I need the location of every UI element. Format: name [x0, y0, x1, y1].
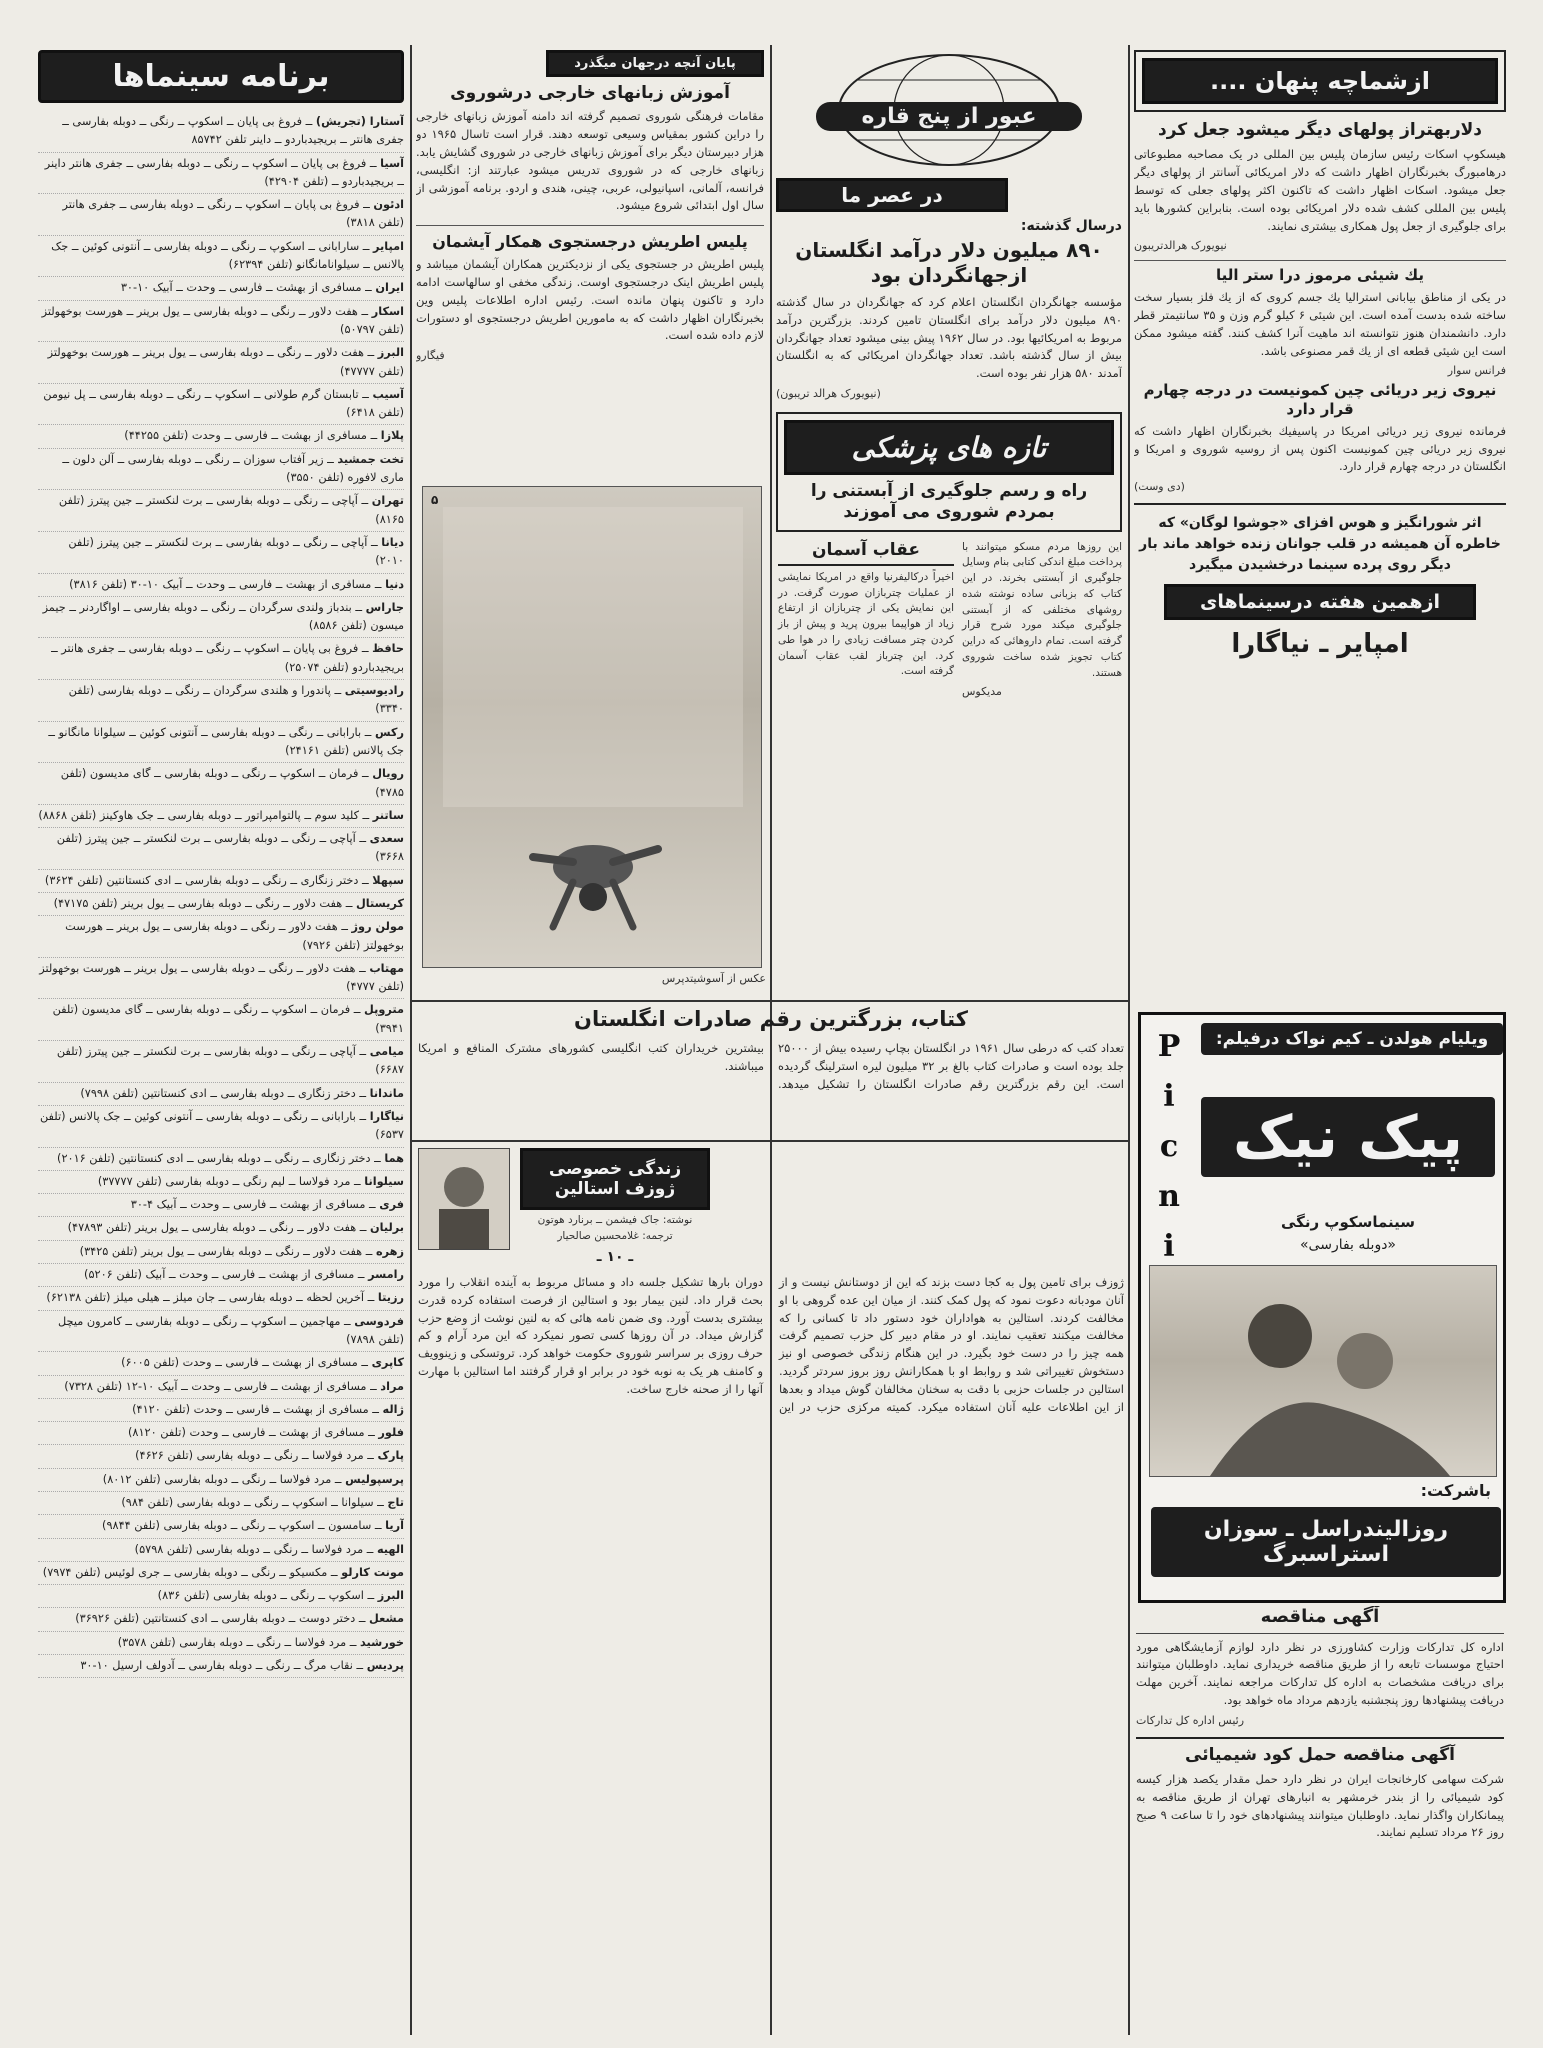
separator: ــ — [358, 808, 373, 822]
separator: ــ — [373, 1496, 388, 1509]
ad-dubbed: «دوبله بفارسی» — [1299, 1237, 1397, 1253]
article-headline: پلیس اطریش درجستجوی همکار آیشمان — [416, 225, 764, 252]
cinema-name: نیاگارا — [369, 1109, 404, 1123]
cinema-program: فروغ بی پایان ــ اسکوپ ــ رنگی ــ دوبله بفارسی ــ جفری هانتر ــ بریجیدباردو ــ داینر تلفن ۸۵۷۴۲ — [62, 115, 404, 147]
article-credit: (نیویورک هرالد تریبون) — [776, 387, 881, 401]
separator: ــ — [361, 281, 376, 295]
cinema-name: برلیان — [369, 1221, 404, 1235]
cinema-program: کلید سوم ــ پالتوامپراتور ــ دوبله بفارسی ــ جک هاوکینز (تلفن ۸۸۶۸) — [38, 808, 359, 822]
cinema-name: متروپل — [364, 1003, 404, 1017]
cinema-program: بارابانی ــ رنگی ــ دوبله بفارسی ــ آنتونی کوئین ــ سیلوانا مانگانو ــ جک پالانس (تلفن ۲۴۱۶۱) — [48, 725, 404, 757]
separator: ــ — [368, 1402, 383, 1416]
cinema-program: هفت دلاور ــ رنگی ــ دوبله بفارسی ــ یول برینر (تلفن ۴۷۱۷۵) — [53, 896, 343, 910]
separator: ــ — [371, 1519, 386, 1533]
article-kicker: درسال گذشته: — [1020, 218, 1122, 234]
cinema-program: دختر زنگاری ــ رنگی ــ دوبله بفارسی ــ ادی کنستانتین (تلفن ۳۶۲۴) — [44, 873, 359, 887]
tenders-column — [1136, 1606, 1504, 2038]
cinema-program: فرمان ــ اسکوپ ــ رنگی ــ دوبله بفارسی ــ گای مدیسون (تلفن ۳۹۴۱) — [52, 1003, 404, 1035]
cinema-listing — [38, 1539, 404, 1562]
cinema-name: رادیوسیتی — [344, 684, 404, 698]
separator: ــ — [352, 1659, 367, 1673]
ad-format: سینماسکوپ رنگی — [1280, 1213, 1416, 1231]
cinema-name: پرسپولیس — [345, 1472, 404, 1486]
cinema-listing — [38, 1287, 404, 1310]
cinema-listing — [38, 194, 404, 236]
separator: ــ — [366, 1379, 381, 1393]
tender1-body: اداره کل تدارکات وزارت کشاورزی در نظر دارد لوازم آزمایشگاهی مورد احتیاج موسسات تابعه را از طریق مناقصه خریداری نماید. داوطلبان میتوانند برای دریافت مشخصات به اداره کل تدارکات مراجعه نمایند. آخرین مهلت دریافت پیشنهادها روز پنجشنبه یازدهم مرداد ماه خواهد بود. — [1136, 1639, 1504, 1707]
cinema-program: آپاچی ــ رنگی ــ دوبله بفارسی ــ برت لنکستر ــ جین پیترز (تلفن ۸۱۶۵) — [58, 494, 404, 526]
cinema-listing — [38, 1083, 404, 1106]
ad-letter: i — [1163, 1078, 1175, 1114]
cinema-listings-title: برنامه سینماها — [38, 50, 404, 103]
cinema-program: هفت دلاور ــ رنگی ــ دوبله بفارسی ــ یول برینر ــ هورست بوخهولتز (تلفن ۴۷۷۷۷) — [47, 346, 404, 378]
skydiver-illustration — [423, 487, 761, 967]
separator: ــ — [358, 767, 373, 781]
cinema-program: مکسیکو ــ رنگی ــ دوبله بفارسی ــ جری لوئیس (تلفن ۷۹۷۴) — [42, 1565, 328, 1579]
cinema-name: مونت کارلو — [341, 1565, 404, 1579]
article-headline: آموزش زبانهای خارجی درشوروی — [450, 83, 730, 103]
cinema-program: دختر زنگاری ــ رنگی ــ دوبله بفارسی ــ ادی کنستانتین (تلفن ۲۰۱۶) — [57, 1151, 371, 1165]
cinema-program: مرد فولاسا ــ رنگی ــ دوبله بفارسی (تلفن ۵۷۹۸) — [134, 1542, 364, 1556]
cinema-listing — [38, 828, 404, 870]
cinema-name: فردوسی — [354, 1314, 404, 1328]
separator: ــ — [365, 1198, 380, 1212]
cinema-name: رکس — [374, 725, 404, 739]
separator: ــ — [346, 1635, 361, 1649]
tender2-body: شرکت سهامی کارخانجات ایران در نظر دارد حمل مقدار یکصد هزار کیسه کود شیمیائی را از بندر خرمشهر به انبارهای تهران از طریق مناقصه به پیمانکاران واگذار نماید. داوطلبان میتوانند پیشنهادهای خود را تا ساعت ۹ صبح روز ۲۶ مرداد تسلیم نمایند. — [1136, 1772, 1504, 1840]
separator: ــ — [361, 725, 375, 739]
cinema-name: خورشید — [360, 1635, 404, 1649]
counterfeit-headline: دلاربهتراز پولهای دیگر میشود جعل کرد — [1157, 120, 1483, 140]
photo-number: ۵ — [431, 493, 439, 507]
cinema-name: پردیس — [366, 1659, 404, 1673]
separator: ــ — [364, 1291, 378, 1305]
stalin-portrait — [418, 1148, 510, 1250]
medical-body: این روزها مردم مسکو میتوانند با پرداخت مبلغ اندکی کتابی بنام وسایل جلوگیری از آبستنی بخرند. در این کتاب که بزبانی ساده نوشته شده روشهای مختلفی که از آبستنی جلوگیری میکند مورد شرح قرار گرفته است. تمام داروهائی که دراین کتاب تجویز شده ساخت شوروی هستند. — [962, 540, 1122, 679]
submarine-credit: (دی وست) — [1134, 480, 1185, 494]
cinema-listing — [38, 1632, 404, 1655]
cinema-program: سامسون ــ اسکوپ ــ رنگی ــ دوبله بفارسی (تلفن ۹۸۴۴) — [102, 1519, 372, 1533]
cinema-name: ساتنر — [372, 808, 404, 822]
cinema-name: تخت جمشید — [337, 452, 404, 466]
cinema-listing — [38, 1041, 404, 1083]
picnic-movie-ad — [1138, 1012, 1506, 1603]
cinema-listing — [38, 490, 404, 532]
cinema-program: آپاچی ــ رنگی ــ دوبله بفارسی ــ برت لنکستر ــ جین پیترز (تلفن ۳۶۶۸) — [56, 832, 404, 864]
object-credit: فرانس سوار — [1447, 364, 1506, 378]
cinema-program: مرد فولاسا ــ لیم رنگی ــ دوبله بفارسی (تلفن ۳۷۷۷۷) — [97, 1174, 351, 1188]
counterfeit-credit: نیویورک هرالدتریبون — [1134, 239, 1227, 253]
cinema-name: ایران — [375, 281, 404, 295]
cinema-listing — [38, 111, 404, 153]
cinema-listing — [38, 597, 404, 639]
cinema-program: آپاچی ــ رنگی ــ دوبله بفارسی ــ برت لنکستر ــ جین پیترز (تلفن ۲۰۱۰) — [68, 535, 404, 568]
separator: ــ — [355, 832, 370, 846]
stalin-byline: نوشته: جاک فیشمن ــ برنارد هوتون — [537, 1214, 693, 1226]
cinema-listing — [38, 1352, 404, 1375]
cinema-program: هفت دلاور ــ رنگی ــ دوبله بفارسی ــ یول برینر ــ هورست بوخهولتز (تلفن ۴۷۷۷) — [39, 961, 404, 994]
cinema-program: بارابانی ــ رنگی ــ دوبله بفارسی ــ آنتونی کوئین ــ جک پالانس (تلفن ۶۵۳۷) — [39, 1109, 404, 1142]
eagle-title: عقاب آسمان — [778, 540, 954, 566]
cinema-program: اسکوپ ــ رنگی ــ دوبله بفارسی (تلفن ۸۳۶) — [157, 1589, 364, 1603]
cinema-program: مهاجمین ــ اسکوپ ــ رنگی ــ دوبله بفارسی ــ کامرون میچل (تلفن ۷۸۹۸) — [57, 1314, 404, 1346]
stalin-title-block — [520, 1148, 710, 1266]
separator: ــ — [358, 873, 373, 887]
submarine-headline: نیروی زیر دریائی چین کمونیست در درجه چهارم قرار دارد — [1143, 381, 1497, 419]
cinema-name: مهتاب — [369, 961, 404, 975]
medical-credit: مدیکوس — [962, 685, 1002, 699]
separator: ــ — [363, 1449, 378, 1463]
cinema-listing — [38, 1311, 404, 1353]
cinema-name: البرز — [377, 1589, 404, 1603]
cinema-name: امپایر — [373, 239, 404, 253]
ad-letter: P — [1157, 1028, 1181, 1064]
cinema-listing — [38, 1171, 404, 1194]
five-continents-banner — [776, 50, 1122, 170]
separator: ــ — [363, 1542, 377, 1556]
cinema-program: مرد فولاسا ــ رنگی ــ دوبله بفارسی (تلفن ۸۰۱۲) — [102, 1472, 332, 1486]
tender2-title: آگهی مناقصه حمل کود شیمیائی — [1136, 1737, 1504, 1766]
cinema-program: فروغ بی پایان ــ اسکوپ ــ رنگی ــ دوبله بفارسی ــ جفری هانتر ــ بریجیدباردو (تلفن ۲۵۰۷۴) — [51, 642, 404, 674]
cinema-name: جاراس — [365, 600, 404, 614]
separator: ــ — [370, 1151, 385, 1165]
cinema-listing — [38, 1241, 404, 1264]
separator: ــ — [363, 1589, 378, 1603]
cinema-name: ادئون — [373, 198, 404, 212]
cinema-program: هفت دلاور ــ رنگی ــ دوبله بفارسی ــ یول برینر ــ هورست بوخهولتز (تلفن ۵۰۷۹۷) — [41, 304, 404, 336]
article-body: مؤسسه جهانگردان انگلستان اعلام کرد که جهانگردان در سال گذشته ۸۹۰ میلیون دلار درآمد برای انگلستان تامین کردند. بزرگترین درآمد مربوط به امریکائیها بود. در سال ۱۹۶۲ پیش بینی میشود تعداد جهانگردان بیش از سال گذشته باشد. تعداد جهانگردان امریکائی که به انگلستان آمدند ۵۸۰ هزار نفر بوده است. — [776, 295, 1122, 381]
cinema-name: فری — [379, 1198, 404, 1212]
cinema-name: آستارا (تجریش) — [315, 115, 404, 128]
cinema-name: تهران — [371, 494, 404, 508]
separator: ــ — [355, 961, 370, 975]
cinema-name: پارک — [377, 1449, 404, 1463]
separator: ــ — [366, 156, 381, 170]
separator: ــ — [323, 452, 338, 466]
separator: ــ — [350, 1003, 365, 1017]
ad-with: باشرکت: — [1420, 1481, 1491, 1500]
cinema-listing — [38, 1194, 404, 1217]
cinema-program: فرمان ــ اسکوپ ــ رنگی ــ دوبله بفارسی ــ گای مدیسون (تلفن ۴۷۸۵) — [60, 767, 404, 799]
cinema-name: ژاله — [382, 1402, 404, 1416]
separator: ــ — [354, 1268, 369, 1282]
separator: ــ — [363, 346, 378, 360]
cinema-listings-column — [38, 50, 404, 2040]
cinema-name: پلازا — [380, 429, 404, 443]
cinema-name: رامسر — [368, 1268, 404, 1282]
medical-headline: راه و رسم جلوگیری از آبستنی را بمردم شوروی می آموزند — [810, 481, 1088, 523]
separator: ــ — [359, 198, 374, 212]
cinema-listing — [38, 763, 404, 805]
separator: ــ — [337, 920, 352, 934]
cinema-program: مسافری از بهشت ــ فارسی ــ وحدت ــ آبیک ۱۰-۱۲ (تلفن ۷۳۲۸) — [64, 1379, 367, 1393]
book-body: تعداد کتب که درطی سال ۱۹۶۱ در انگلستان بچاپ رسیده بیش از ۲۵۰۰۰ جلد بوده است و صادرات کتاب بالغ بر ۳۲ میلیون لیره استرلینگ گردیده است. این رقم بزرگترین رقم صادرات انگلستان را تشکیل میدهد. بیشترین خریداران کتب انگلیسی کشورهای مشترک المنافع و امریکا میباشند. — [418, 1041, 1124, 1091]
separator: ــ — [357, 494, 372, 508]
cinema-listing — [38, 999, 404, 1041]
ad-photo — [1149, 1265, 1497, 1477]
article-body: پلیس اطریش در جستجوی یکی از نزدیکترین همکاران آیشمان میباشد و پلیس اطریش اینک درجستجوی اوست. زندگی مخفی او سالهاست ادامه دارد و تاکنون پنهان مانده است. رئیس اداره اطلاعات پلیس وین بخبرنگاران اظهار داشت که به مامورین اطریش درجستجوی او دستورات لازم داده شده است. — [416, 257, 764, 343]
cinema-name: کاپری — [371, 1356, 404, 1370]
book-article — [418, 1006, 1124, 1136]
cinema-program: هفت دلاور ــ رنگی ــ دوبله بفارسی ــ یول برینر (تلفن ۴۷۸۹۳) — [67, 1221, 357, 1235]
cinema-name: رزیتا — [377, 1291, 404, 1305]
cinema-listing — [38, 532, 404, 574]
cinema-name: فلور — [378, 1426, 404, 1440]
cinema-name: البرز — [377, 346, 404, 360]
cinema-program: هفت دلاور ــ رنگی ــ دوبله بفارسی ــ یول برینر (تلفن ۳۴۲۵) — [79, 1244, 363, 1258]
article-headline: ۸۹۰ میلیون دلار درآمد انگلستان ازجهانگردان بود — [795, 238, 1103, 287]
section-rule — [412, 1000, 1128, 1002]
cinema-program: مسافری از بهشت ــ فارسی ــ وحدت (تلفن ۶۰۰۵) — [121, 1356, 358, 1370]
couple-illustration — [1150, 1266, 1496, 1476]
cinema-listing — [38, 1217, 404, 1240]
column-rule — [410, 45, 412, 2035]
eagle-article — [778, 540, 954, 699]
cinema-listing — [38, 301, 404, 343]
separator: ــ — [331, 1472, 346, 1486]
cinema-listing — [38, 916, 404, 958]
stalin-title: زندگی خصوصی ژوزف استالین — [520, 1148, 710, 1210]
cinema-listing — [38, 805, 404, 828]
section-rule — [412, 1140, 1128, 1142]
secrets-box — [1134, 50, 1506, 112]
ad-letter: i — [1163, 1228, 1175, 1264]
separator: ــ — [367, 535, 382, 549]
separator: ــ — [350, 1174, 365, 1188]
separator: ــ — [351, 600, 366, 614]
cinema-listing — [38, 1608, 404, 1631]
cinema-listing — [38, 153, 404, 195]
separator: ــ — [342, 896, 356, 910]
eagle-body: اخیراً درکالیفرنیا واقع در امریکا نمایشی از عملیات چتربازان صورت گرفت. در این نمایش یکی از چتربازان از ارتفاع زیاد از هواپیما بیرون پرید و پیش از باز کردن چتر مسافت زیادی را در هوا طی کرد. این چترباز لقب عقاب آسمان گرفته است. — [778, 570, 954, 678]
cinema-program: پاندورا و هلندی سرگردان ــ رنگی ــ دوبله بفارسی (تلفن ۳۳۴۰) — [68, 684, 404, 716]
section-kicker: پایان آنچه درجهان میگذرد — [546, 50, 764, 77]
cinema-name: زهره — [375, 1244, 404, 1258]
cinema-list — [38, 111, 404, 1678]
cinema-name: آسیب — [372, 387, 404, 401]
stalin-chapter: ـ ۱۰ ـ — [596, 1248, 634, 1265]
cinema-listing — [38, 722, 404, 764]
cinema-name: حافظ — [372, 642, 404, 656]
cinema-listing — [38, 680, 404, 722]
column-rule — [1128, 45, 1130, 2035]
stalin-translator: ترجمه: غلامحسین صالحیار — [557, 1229, 673, 1242]
separator: ــ — [371, 577, 386, 591]
cinema-listing — [38, 342, 404, 384]
separator: ــ — [359, 239, 373, 253]
cinema-listing — [38, 1515, 404, 1538]
separator: ــ — [362, 1244, 376, 1258]
cinema-program: زیر آفتاب سوزان ــ رنگی ــ دوبله بفارسی ــ آلن دلون ــ ماری لافوره (تلفن ۳۵۵۰) — [62, 452, 404, 485]
separator: ــ — [355, 1109, 370, 1123]
cinema-name: آریا — [385, 1519, 404, 1533]
cinema-name: ماندانا — [369, 1086, 404, 1100]
article-credit: فیگارو — [416, 349, 445, 363]
cinema-listing — [38, 449, 404, 491]
ad-letter: n — [1158, 1178, 1180, 1214]
cinema-program: تابستان گرم طولانی ــ اسکوپ ــ رنگی ــ دوبله بفارسی ــ پل نیومن (تلفن ۶۴۱۸) — [43, 387, 404, 420]
medical-article — [962, 540, 1122, 699]
cinema-listing — [38, 1399, 404, 1422]
cinema-program: فروغ بی پایان ــ اسکوپ ــ رنگی ــ دوبله بفارسی ــ جفری هانتر داینر ــ بریجیدباردو ــ (تلفن ۴۲۹۰۴) — [44, 156, 404, 188]
medical-box — [776, 412, 1122, 532]
secrets-title: ازشماچه پنهان .... — [1142, 58, 1498, 104]
cinema-program: مسافری از بهشت ــ فارسی ــ وحدت ــ آبیک ۴-۳۰ — [130, 1198, 366, 1212]
cinema-name: تاج — [387, 1496, 404, 1509]
cinema-listing — [38, 425, 404, 448]
separator: ــ — [355, 1612, 370, 1626]
medical-split — [776, 540, 1122, 699]
cinema-program: مسافری از بهشت ــ فارسی ــ وحدت ــ آبیک (تلفن ۵۲۰۶) — [84, 1268, 355, 1282]
cinema-program: سیلوانا ــ اسکوپ ــ رنگی ــ دوبله بفارسی (تلفن ۹۸۴) — [121, 1496, 374, 1509]
tender1-title: آگهی مناقصه — [1136, 1606, 1504, 1634]
skydiver-photo — [422, 486, 762, 968]
cinema-name: اسکار — [371, 304, 404, 318]
article-body: مقامات فرهنگی شوروی تصمیم گرفته اند دامنه آموزش زبانهای خارجی را دراین کشور بمقیاس وسیعی توسعه دهند. قرار است تاسال ۱۹۶۵ دو هزار دبیرستان دیگر برای آموزش زبانهای خارجی در شوروی گشایش یابد. زبانهای خارجی که در شوروی تدریس میشود عبارتند از: انگلیسی، فرانسه، آلمانی، اسپانیولی، عربی، چینی، هندی و اردو. برنامه آموزشی از سال اول ابتدائی شروع میشود. — [416, 109, 764, 213]
cinema-listing — [38, 1148, 404, 1171]
ad-title: پیک نیک — [1201, 1097, 1495, 1177]
cinema-listing — [38, 1585, 404, 1608]
cinema-listing — [38, 1106, 404, 1148]
separator: ــ — [355, 1045, 370, 1059]
cinema-program: دختر دوست ــ دوبله بفارسی ــ ادی کنستانتین (تلفن ۳۶۹۲۶) — [75, 1612, 356, 1626]
separator: ــ — [366, 429, 381, 443]
cinema-program: نقاب مرگ ــ رنگی ــ دوبله بفارسی ــ آدولف ارسیل ۱۰-۳۰ — [80, 1659, 353, 1673]
separator: ــ — [356, 1221, 370, 1235]
tourism-column — [776, 50, 1122, 995]
cinema-name: سیلوانا — [364, 1174, 404, 1188]
cinema-name: کریستال — [356, 896, 404, 910]
cinema-program: دختر زنگاری ــ دوبله بفارسی ــ ادی کنستانتین (تلفن ۷۹۹۸) — [80, 1086, 356, 1100]
banner-title: عبور از پنج قاره — [816, 102, 1082, 131]
cinema-listing — [38, 638, 404, 680]
cinema-listing — [38, 384, 404, 426]
stalin-body: ژوزف برای تامین پول به کجا دست بزند که این از دوستانش نیست و از آنان مودبانه دعوت نمود که پول کمک کنند. از میان این عده گروهی با او مخالفت کردند. استالین به هواداران خود دستور داد تا کسانی را که مخالفت میکنند تعقیب نمایند. او در مقام دبیر کل حزب تصمیم گرفت همه چیز را در دست خود بگیرد. در این هنگام زندگی خصوصی او نیز دستخوش تغییراتی شد و روابط او با همکارانش روز بروز سردتر گردید. استالین در جلسات حزبی با دقت به سخنان مخالفان گوش میداد و بعدها از این اطلاعات علیه آنان استفاده میکرد. کمیته مرکزی حزب در این دوران بارها تشکیل جلسه داد و مسائل مربوط به آینده انقلاب را مورد بحث قرار داد. لنین بیمار بود و استالین از فرصت استفاده کرده قدرت بیشتری بدست آورد. وی ضمن نامه هائی که به لنین نوشت از وضع حزب گزارش میداد. در آن روزها کسی تصور نمیکرد که این مرد آرام و کم حرف روزی بر سراسر شوروی حکومت خواهد کرد. تروتسکی و زینوویف و کامنف هر یک به نوبه خود در برابر او قرار گرفتند اما استالین با مهارت آنها را از صحنه خارج ساخت. — [418, 1275, 1124, 1414]
cinema-program: مسافری از بهشت ــ فارسی ــ وحدت (تلفن ۴۴۲۵۵) — [124, 429, 367, 443]
separator: ــ — [340, 1314, 355, 1328]
counterfeit-body: هیسکوپ اسکات رئیس سازمان پلیس بین المللی در یک مصاحبه مطبوعاتی درهامبورگ بخبرنگاران اظهار داشت که دلار امریکائی آسانتر از پولهای دیگر جعل میشود. اسکات اظهار داشت که تاکنون اکثر پولهای جعلی که توسط پلیس بین المللی کشف شده دلار امریکائی بوده است. بنابراین کشورها باید برای جلوگیری از جعل پول همکاری بیشتری نمایند. — [1134, 147, 1506, 233]
separator: ــ — [327, 1565, 342, 1579]
section-label: در عصر ما — [776, 178, 1008, 212]
cinema-listing — [38, 1655, 404, 1678]
film-promo-box: ازهمین هفته درسینماهای — [1164, 584, 1476, 620]
cinema-listing — [38, 1492, 404, 1515]
cinema-program: مسافری از بهشت ــ فارسی ــ وحدت (تلفن ۴۱۲۰) — [132, 1402, 369, 1416]
cinema-name: مشعل — [369, 1612, 404, 1626]
cinema-name: مولن روژ — [351, 920, 404, 934]
cinema-listing — [38, 870, 404, 893]
cinema-program: مسافری از بهشت ــ فارسی ــ وحدت (تلفن ۸۱۲۰) — [127, 1426, 365, 1440]
separator: ــ — [357, 1356, 372, 1370]
cinema-program: بندباز ولندی سرگردان ــ رنگی ــ دوبله بفارسی ــ اواگاردنر ــ جیمز میسون (تلفن ۸۵۸۶) — [42, 600, 404, 633]
cinema-listing — [38, 893, 404, 916]
cinema-name: دیانا — [381, 535, 404, 549]
object-headline: یك شیئی مرموز درا ستر الیا — [1134, 260, 1506, 285]
tender1-sign: رئیس اداره کل تدارکات — [1136, 1713, 1245, 1727]
separator: ــ — [302, 115, 316, 128]
cinema-program: مرد فولاسا ــ رنگی ــ دوبله بفارسی (تلفن ۴۶۲۶) — [135, 1449, 364, 1463]
portrait-illustration — [419, 1149, 509, 1249]
cinema-program: مسافری از بهشت ــ فارسی ــ وحدت ــ آبیک ۱۰-۳۰ — [120, 281, 362, 295]
photo-caption: عکس از آسوشیتدپرس — [661, 972, 766, 985]
separator: ــ — [330, 684, 345, 698]
cinema-program: فروغ بی پایان ــ اسکوپ ــ رنگی ــ دوبله بفارسی ــ جفری هانتر (تلفن ۳۸۱۸) — [62, 198, 404, 230]
ad-actors: ویلیام هولدن ـ کیم نواک درفیلم: — [1201, 1023, 1503, 1055]
cinema-name: دنیا — [385, 577, 404, 591]
cinema-listing — [38, 1469, 404, 1492]
separator: ــ — [358, 387, 373, 401]
stalin-serial — [418, 1148, 1124, 2038]
cinema-name: هما — [384, 1151, 404, 1165]
cinema-listing — [38, 277, 404, 300]
cinema-program: مرد فولاسا ــ رنگی ــ دوبله بفارسی (تلفن ۳۵۷۸) — [117, 1635, 347, 1649]
ad-costars: روزالیندراسل ـ سوزان استراسبرگ — [1151, 1507, 1501, 1577]
film-promo-cinemas: امپایر ـ نیاگارا — [1231, 629, 1409, 660]
cinema-listing — [38, 574, 404, 597]
cinema-listing — [38, 1264, 404, 1287]
cinema-listing — [38, 1422, 404, 1445]
cinema-program: مسافری از بهشت ــ فارسی ــ وحدت ــ آبیک ۱۰-۳۰ (تلفن ۳۸۱۶) — [69, 577, 372, 591]
cinema-name: الهیه — [376, 1542, 404, 1556]
film-promo-text: اثر شورانگیز و هوس افزای «جوشوا لوگان» که خاطره آن همیشه در قلب جوانان زنده خواهد ماند بار دیگر روی پرده سینما درخشیدن میگیرد — [1134, 503, 1506, 576]
cinema-listing — [38, 1376, 404, 1399]
separator: ــ — [357, 304, 372, 318]
cinema-listing — [38, 958, 404, 1000]
separator: ــ — [355, 1086, 370, 1100]
cinema-program: هفت دلاور ــ رنگی ــ دوبله بفارسی ــ یول برینر ــ هورست بوخهولتز (تلفن ۷۹۲۶) — [65, 920, 404, 952]
cinema-listing — [38, 1445, 404, 1468]
cinema-name: مراد — [380, 1379, 404, 1393]
cinema-name: میامی — [369, 1045, 404, 1059]
separator: ــ — [358, 642, 373, 656]
cinema-program: سارابانی ــ اسکوپ ــ رنگی ــ دوبله بفارسی ــ آنتونی کوئین ــ جک پالانس ــ سیلوانامانگانو (تلفن ۶۲۳۹۴) — [51, 239, 404, 272]
stalin-header — [418, 1148, 1124, 1266]
cinema-program: آخرین لحظه ــ دوبله بفارسی ــ جان میلز ــ هیلی میلز (تلفن ۶۲۱۳۸) — [46, 1291, 365, 1305]
cinema-program: آپاچی ــ رنگی ــ دوبله بفارسی ــ برت لنکستر ــ جین پیترز (تلفن ۶۶۸۷) — [56, 1045, 404, 1077]
cinema-listing — [38, 236, 404, 278]
medical-banner: تازه های پزشکی — [784, 420, 1114, 475]
cinema-name: سعدی — [369, 832, 404, 846]
submarine-body: فرمانده نیروی زیر دریائی امریکا در پاسیفیك بخبرنگاران اظهار داشت که نیروی زیر دریائی چین کمونیست اکنون پس از روسیه شوروی و امریکا و انگلستان در درجه چهارم قرار دارد. — [1134, 423, 1506, 474]
ad-letter: c — [1159, 1128, 1179, 1164]
object-body: در یکی از مناطق بیابانی استرالیا یك جسم کروی که از یك فلز بسیار سخت ساخته شده بدست آمده است. این شیئی ۶ کیلو گرم وزن و ۳۵ سانتیمتر قطر دارد. دانشمندان هنوز نتوانسته اند ماهیت آنرا کشف کنند. گفته میشود ممکن است این شیئی قطعه ای از یك قمر مصنوعی باشد. — [1134, 290, 1506, 358]
cinema-name: رویال — [372, 767, 404, 781]
cinema-name: سپهلا — [372, 873, 404, 887]
book-headline: کتاب، بزرگترین رقم صادرات انگلستان — [574, 1007, 968, 1031]
separator: ــ — [364, 1426, 379, 1440]
cinema-name: آسیا — [380, 156, 404, 170]
cinema-listing — [38, 1562, 404, 1585]
